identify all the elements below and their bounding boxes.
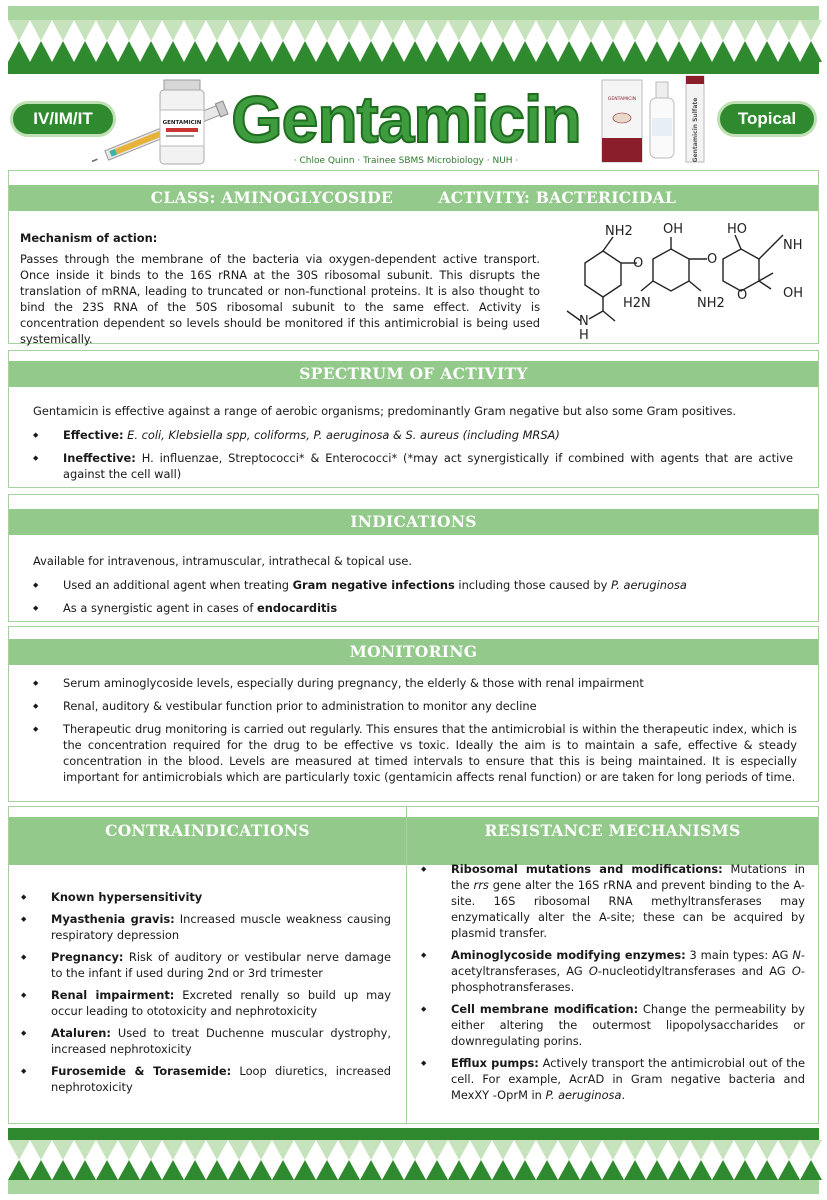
struct-nh2-bottom: NH2	[697, 296, 725, 311]
topical-products-illustration	[598, 74, 718, 166]
indication-gram-negative: ◆ Used an additional agent when treating Gram negative infections including those caused by P. aeruginosa	[33, 577, 793, 593]
class-section	[8, 170, 819, 344]
contraindications-heading: CONTRAINDICATIONS	[9, 817, 406, 865]
struct-ho-right: HO	[727, 222, 748, 237]
struct-o-link2: O	[707, 252, 718, 267]
author-byline: · Chloe Quinn · Trainee SBMS Microbiology · NUH ·	[293, 156, 519, 166]
indications-heading: INDICATIONS	[9, 509, 818, 535]
resistance-list	[421, 861, 805, 1109]
monitoring-heading: MONITORING	[9, 639, 818, 665]
struct-oh-mid: OH	[663, 222, 684, 237]
box-label: GENTAMICIN	[607, 97, 637, 102]
struct-n: N	[579, 314, 589, 329]
resistance-heading: RESISTANCE MECHANISMS	[407, 817, 818, 865]
contraindications-section	[8, 806, 406, 1124]
resistance-membrane: ◆ Cell membrane modification: Change the permeability by either altering the outermost lipopolysaccharides or downregulating porins.	[421, 1001, 805, 1049]
struct-nh2-top: NH2	[605, 224, 633, 239]
monitoring-item: ◆ Therapeutic drug monitoring is carried out regularly. This ensures that the antimicrobial is within the therapeutic index, which is the concentration required for the drug to be effective vs toxic. Ideally the aim is to maintain a safe, effective & steady concentration in the blood. Levels are measured at timed intervals to ensure that this is being maintained. It is especially important for antimicrobials which are particularly toxic (gentamicin affects renal function) or are taken for long periods of time.	[33, 721, 797, 785]
activity-label: ACTIVITY: BACTERICIDAL	[438, 188, 677, 207]
contraindication-item: ◆ Myasthenia gravis: Increased muscle weakness causing respiratory depression	[21, 911, 391, 943]
page-title: Gentamicin	[231, 82, 581, 156]
contraindication-item: ◆ Known hypersensitivity	[21, 889, 391, 905]
monitoring-list	[33, 675, 797, 792]
resistance-ribosomal: ◆ Ribosomal mutations and modifications: Mutations in the rrs gene alter the 16S rRNA and prevent binding to the A-site. 16S ribosomal RNA methyltransferases may enzymatically alter the A-site; these can be acquired by plasmid transfer.	[421, 861, 805, 941]
header	[0, 76, 827, 170]
struct-h: H	[579, 328, 589, 339]
spectrum-list	[33, 427, 793, 489]
effective-item: ◆ Effective: E. coli, Klebsiella spp, coliforms, P. aeruginosa & S. aureus (including MRSA)	[33, 427, 793, 443]
vial-label: GENTAMICIN	[162, 120, 202, 126]
indications-intro: Available for intravenous, intramuscular, intrathecal & topical use.	[33, 554, 412, 568]
route-badge: IV/IM/IT	[10, 101, 116, 137]
spectrum-intro: Gentamicin is effective against a range of aerobic organisms; predominantly Gram negative but also some Gram positives.	[33, 404, 737, 418]
struct-nh-right: NH	[783, 238, 803, 253]
moa-text: Passes through the membrane of the bacteria via oxygen-dependent active transport. Once inside it binds to the 16S rRNA at the 30S ribosomal subunit. This disrupts the translation of mRNA, leading to truncated or non-functional proteins. It is also thought to bind the 23S RNA of the 50S ribosomal subunit to the same effect. Activity is concentration dependent so levels should be monitored if this antimicrobial is being used systemically.	[20, 252, 540, 346]
resistance-section	[406, 806, 819, 1124]
indications-section	[8, 494, 819, 622]
gentamicin-structure	[557, 211, 812, 339]
struct-oh-right: OH	[783, 286, 804, 301]
moa-heading: Mechanism of action:	[20, 231, 158, 245]
bottom-pattern-band	[0, 1124, 827, 1200]
struct-h2n: H2N	[623, 296, 651, 311]
indication-endocarditis: ◆ As a synergistic agent in cases of endocarditis	[33, 600, 793, 616]
top-diamond-pattern	[0, 0, 827, 76]
contraindication-item: ◆ Pregnancy: Risk of auditory or vestibular nerve damage to the infant if used during 2nd or 3rd trimester	[21, 949, 391, 981]
vial-syringe-illustration	[92, 72, 242, 168]
top-pattern-band	[0, 0, 827, 76]
ineffective-item: ◆ Ineffective: H. influenzae, Streptococci* & Enterococci* (*may act synergistically if combined with agents that are active against the cell wall)	[33, 450, 793, 482]
monitoring-item: ◆ Renal, auditory & vestibular function prior to administration to monitor any decline	[33, 698, 797, 714]
contraindications-list	[21, 889, 391, 1101]
struct-o-ring: O	[737, 288, 748, 303]
monitoring-item: ◆ Serum aminoglycoside levels, especially during pregnancy, the elderly & those with renal impairment	[33, 675, 797, 691]
monitoring-section	[8, 626, 819, 802]
class-label: CLASS: AMINOGLYCOSIDE	[150, 188, 394, 207]
contraindication-item: ◆ Renal impairment: Excreted renally so build up may occur leading to ototoxicity and nephrotoxicity	[21, 987, 391, 1019]
class-activity-header	[9, 185, 818, 211]
tube-label: Gentamicin Sulfate	[692, 97, 699, 163]
spectrum-section	[8, 350, 819, 488]
indications-list	[33, 577, 793, 623]
bottom-diamond-pattern	[0, 1124, 827, 1200]
resistance-enzymes: ◆ Aminoglycoside modifying enzymes: 3 main types: AG N-acetyltransferases, AG O-nucleotidyltransferases and AG O-phosphotransferases.	[421, 947, 805, 995]
struct-o-link1: O	[633, 256, 644, 271]
spectrum-heading: SPECTRUM OF ACTIVITY	[9, 361, 818, 387]
topical-badge: Topical	[717, 101, 817, 137]
contraindication-item: ◆ Furosemide & Torasemide: Loop diuretics, increased nephrotoxicity	[21, 1063, 391, 1095]
resistance-efflux: ◆ Efflux pumps: Actively transport the antimicrobial out of the cell. For example, AcrAD in Gram negative bacteria and MexXY -OprM in P. aeruginosa.	[421, 1055, 805, 1103]
contraindication-item: ◆ Ataluren: Used to treat Duchenne muscular dystrophy, increased nephrotoxicity	[21, 1025, 391, 1057]
